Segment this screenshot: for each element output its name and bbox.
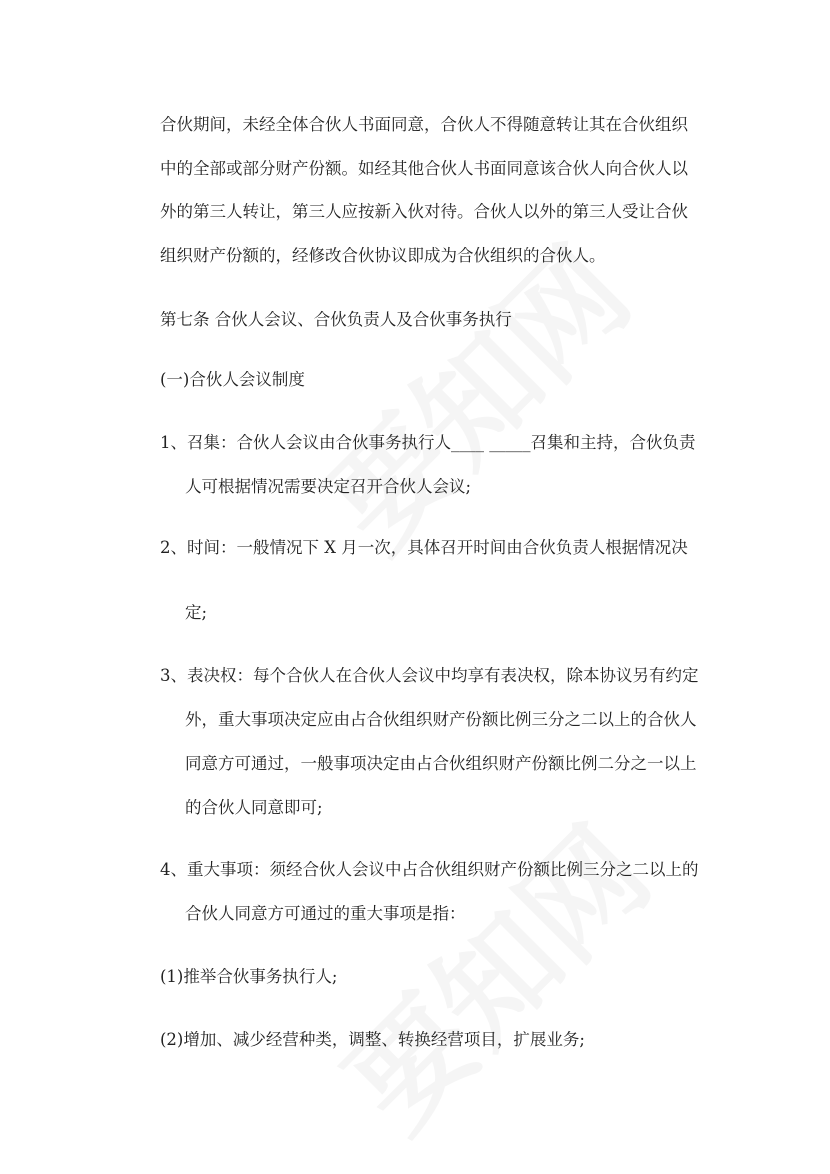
paragraph-line: 组织财产份额的，经修改合伙协议即成为合伙组织的合伙人。 bbox=[160, 246, 606, 265]
article-title: 第七条 合伙人会议、合伙负责人及合伙事务执行 bbox=[160, 310, 512, 329]
item-3-cont: 外，重大事项决定应由占合伙组织财产份额比例三分之二以上的合伙人 bbox=[185, 710, 697, 729]
paragraph-line: 合伙期间，未经全体合伙人书面同意，合伙人不得随意转让其在合伙组织 bbox=[160, 115, 688, 134]
item-1-cont: 人可根据情况需要决定召开合伙人会议; bbox=[185, 477, 472, 496]
item-3-cont: 同意方可通过，一般事项决定由占合伙组织财产份额比例二分之一以上 bbox=[185, 754, 697, 773]
section-title: (一)合伙人会议制度 bbox=[160, 370, 305, 389]
item-3: 3、表决权：每个合伙人在合伙人会议中均享有表决权，除本协议另有约定 bbox=[160, 666, 699, 685]
sub-item-1: (1)推举合伙事务执行人; bbox=[160, 967, 338, 986]
item-3-cont: 的合伙人同意即可; bbox=[185, 798, 323, 817]
watermark bbox=[310, 230, 649, 569]
item-1: 1、召集：合伙人会议由合伙事务执行人____ _____召集和主持，合伙负责 bbox=[160, 433, 696, 452]
sub-item-2: (2)增加、减少经营种类，调整、转换经营项目，扩展业务; bbox=[160, 1030, 585, 1049]
item-4-cont: 合伙人同意方可通过的重大事项是指： bbox=[185, 904, 466, 923]
paragraph-line: 中的全部或部分财产份额。如经其他合伙人书面同意该合伙人向合伙人以 bbox=[160, 159, 688, 178]
item-4: 4、重大事项：须经合伙人会议中占合伙组织财产份额比例三分之二以上的 bbox=[160, 860, 699, 879]
paragraph-line: 外的第三人转让，第三人应按新入伙对待。合伙人以外的第三人受让合伙 bbox=[160, 202, 688, 221]
item-2-cont: 定; bbox=[185, 603, 208, 622]
item-2: 2、时间：一般情况下 X 月一次，具体召开时间由合伙负责人根据情况决 bbox=[160, 538, 688, 557]
